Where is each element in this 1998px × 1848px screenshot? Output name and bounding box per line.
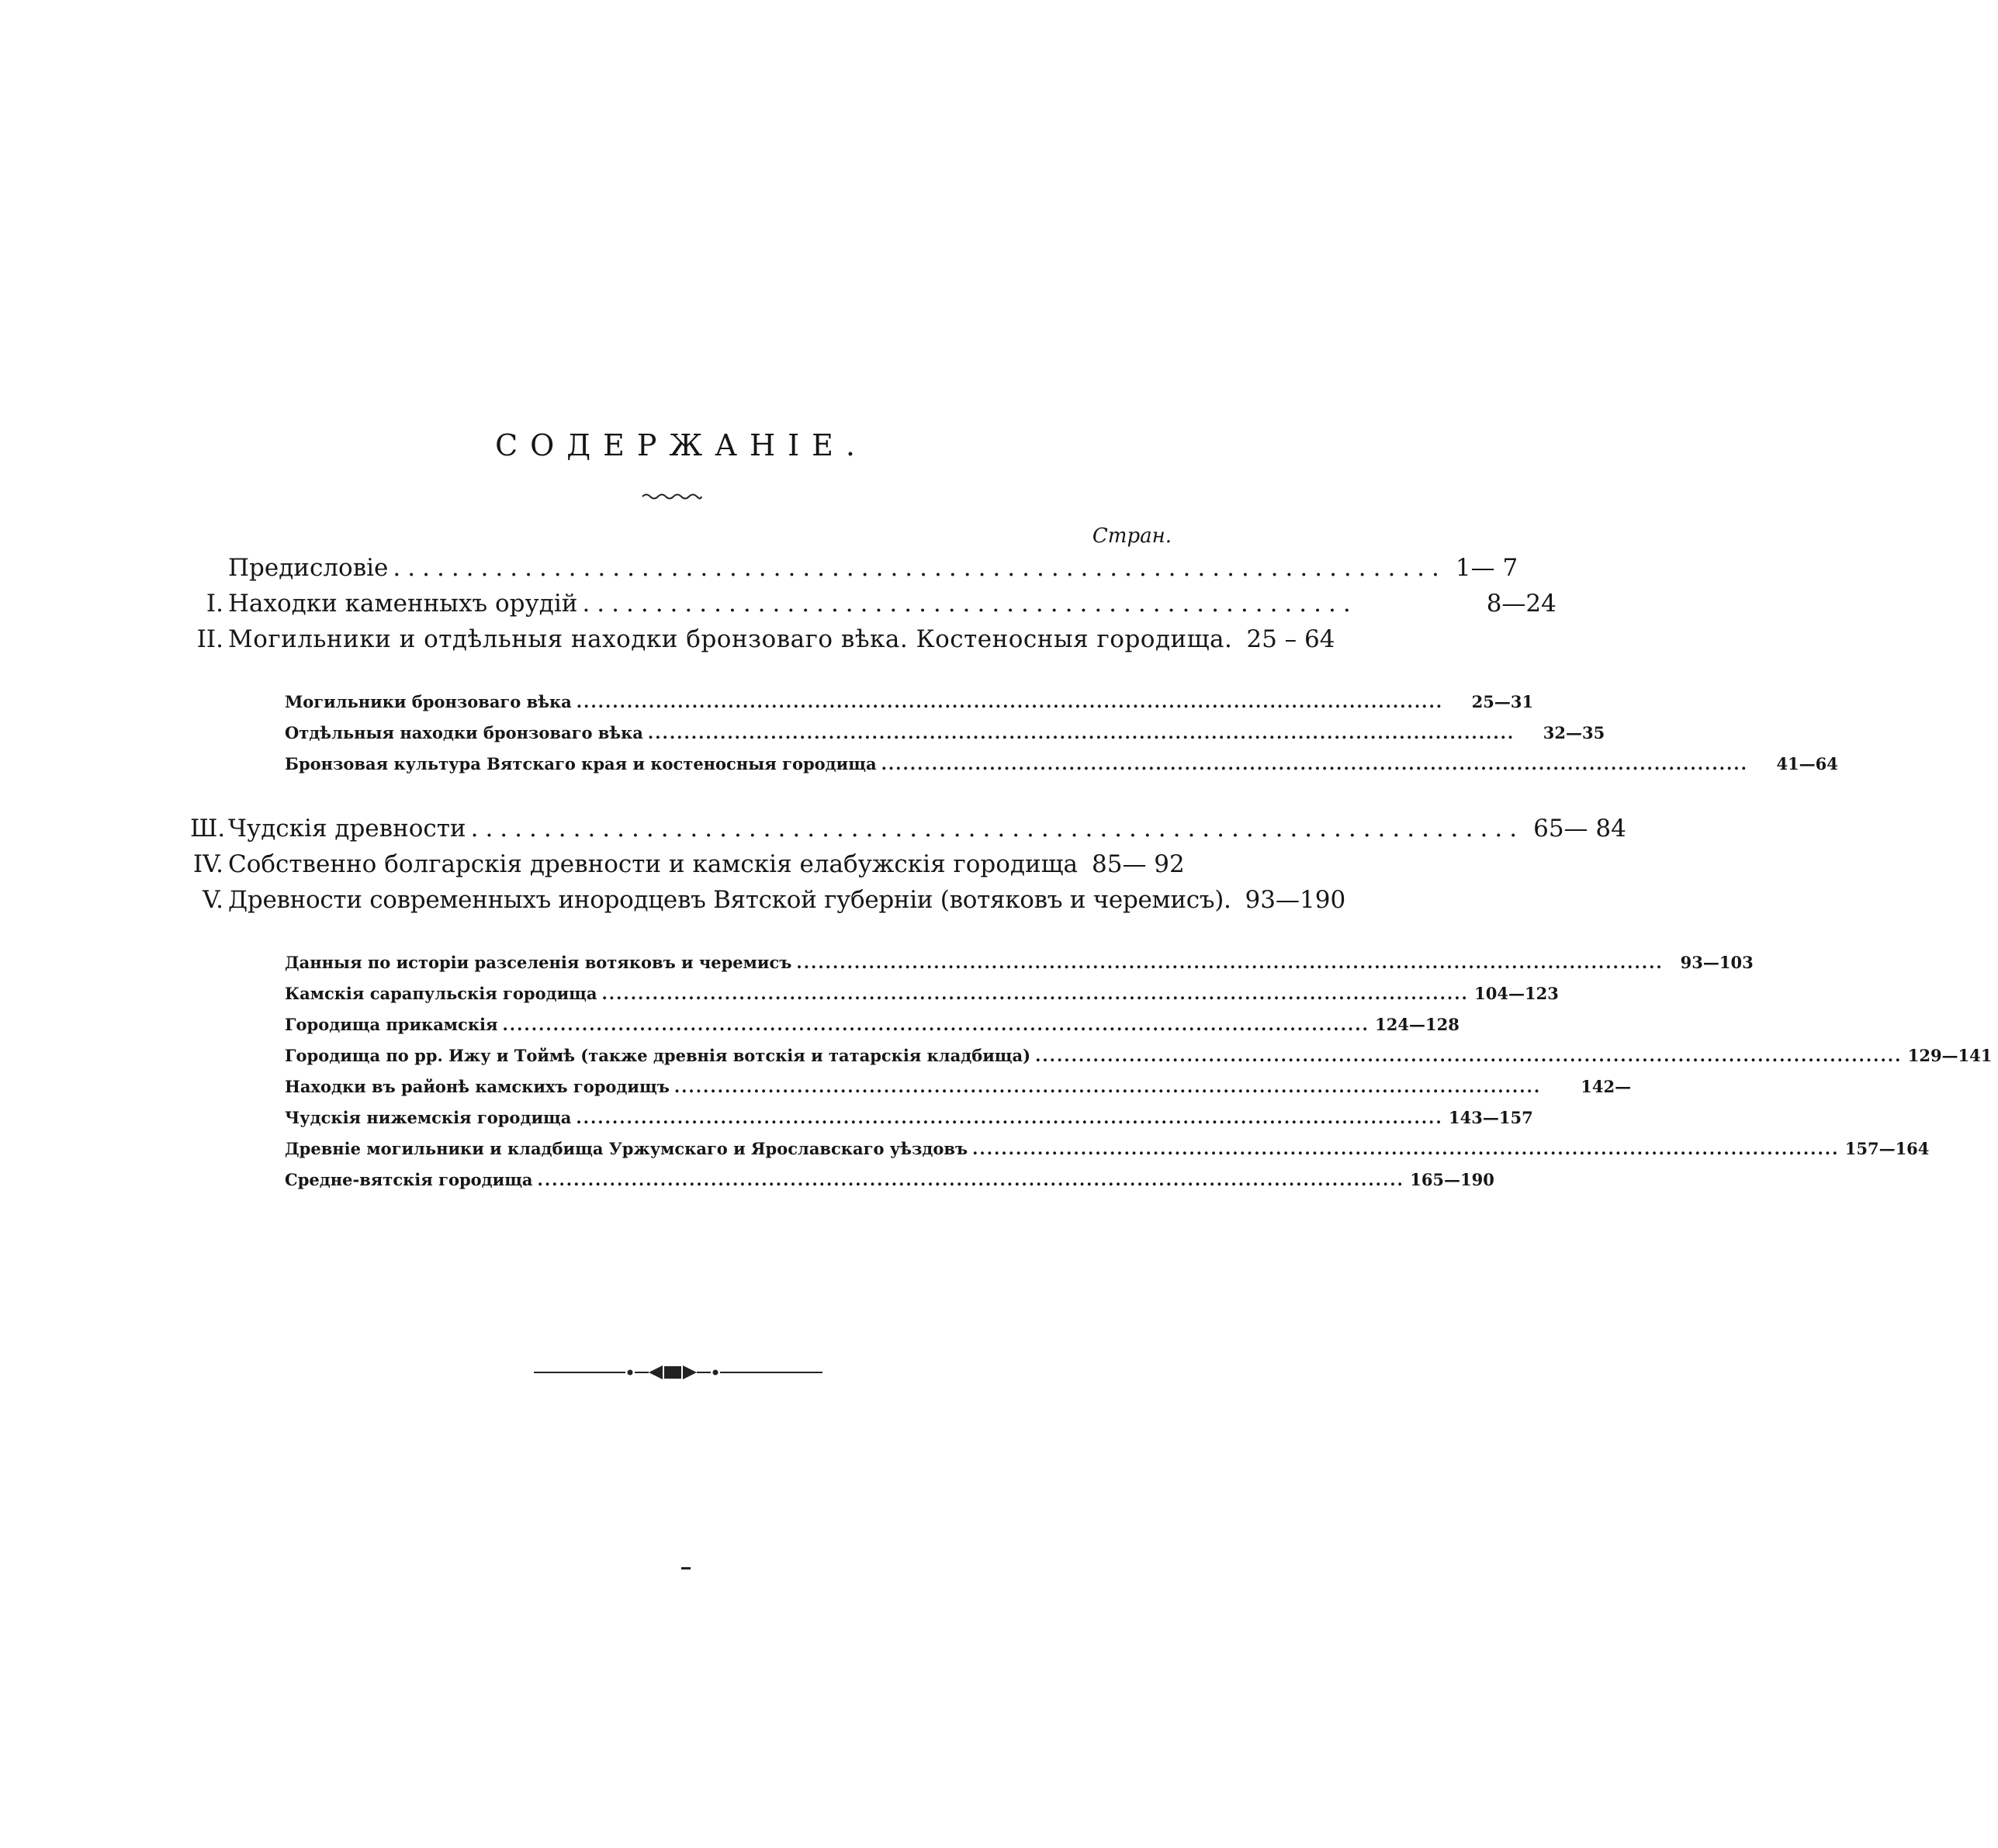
page-range: 25—31	[1471, 692, 1534, 711]
page-range: 25 – 64	[1246, 625, 1335, 653]
page-range: 8—24	[1486, 590, 1557, 618]
toc-subentry[interactable]	[285, 953, 1754, 972]
page-range: 93—190	[1245, 886, 1346, 914]
toc-entry-section-2[interactable]	[190, 625, 1335, 653]
page-range: 104—123	[1474, 984, 1559, 1003]
dot-leader: ........................................................................	[470, 815, 1525, 843]
dot-leader: ........................................................................................................................	[881, 754, 1748, 773]
page-mark	[681, 1567, 691, 1569]
page-range: 157—164	[1844, 1139, 1930, 1158]
toc-subentry[interactable]	[285, 1077, 1632, 1096]
dot-leader: ........................................................................	[393, 554, 1446, 582]
page-range: 165—190	[1410, 1170, 1494, 1189]
toc-subentry[interactable]	[285, 1108, 1533, 1127]
dot-leader: ........................................................................................................................	[601, 984, 1469, 1003]
dot-leader: ........................................................................................................................	[972, 1139, 1840, 1158]
toc-subentry[interactable]	[285, 754, 1838, 773]
toc-entry-section-4[interactable]	[190, 850, 1183, 878]
page-column-header: Стран.	[1092, 524, 1172, 548]
section-title: Чудскія древности	[228, 815, 466, 843]
subsection-title: Бронзовая культура Вятскаго края и костеносныя городища	[285, 754, 877, 773]
wavy-rule-ornament	[641, 490, 703, 503]
subsection-title: Камскія сарапульскія городища	[285, 984, 597, 1003]
dot-leader: ........................................................................................................................	[576, 692, 1444, 711]
toc-entry-section-3[interactable]	[190, 815, 1626, 843]
page-range: 143—157	[1449, 1108, 1533, 1127]
toc-subentry[interactable]	[285, 984, 1559, 1003]
dot-leader: ........................................................................................................................	[674, 1077, 1542, 1096]
toc-subentry[interactable]	[285, 1139, 1930, 1158]
dot-leader: ........................................................................................................................	[576, 1108, 1443, 1127]
page-range: 129—141	[1907, 1046, 1993, 1065]
dot-leader: ........................................................................................................................	[537, 1170, 1404, 1189]
toc-entry-section-5[interactable]	[190, 886, 1346, 914]
page-title: СОДЕРЖАНІЕ.	[495, 428, 867, 462]
toc-subentry[interactable]	[285, 1046, 1993, 1065]
dot-leader: .....................................................	[582, 590, 1358, 618]
toc-subentry[interactable]	[285, 1015, 1460, 1034]
section-title: Собственно болгарскія древности и камскія елабужскія городища	[228, 850, 1078, 878]
toc-subentry[interactable]	[285, 1170, 1494, 1189]
dot-leader: ........................................................................................................................	[796, 953, 1664, 972]
subsection-title: Чудскія нижемскія городища	[285, 1108, 572, 1127]
toc-subentry[interactable]	[285, 692, 1534, 711]
section-title: Предисловіе	[228, 554, 389, 582]
page-range: 142—	[1581, 1077, 1632, 1096]
subsection-title: Городища прикамскія	[285, 1015, 498, 1034]
section-number: IV.	[192, 850, 223, 878]
subsection-title: Отдѣльныя находки бронзоваго вѣка	[285, 723, 643, 742]
page-range: 32—35	[1543, 723, 1605, 742]
section-title: Находки каменныхъ орудій	[228, 590, 578, 618]
subsection-title: Могильники бронзоваго вѣка	[285, 692, 572, 711]
dot-leader: ........................................................................................................................	[647, 723, 1515, 742]
subsection-title: Древніе могильники и кладбища Уржумскаго и Ярославскаго уѣздовъ	[285, 1139, 968, 1158]
page-range: 1— 7	[1455, 554, 1518, 582]
subsection-title: Данныя по исторіи разселенія вотяковъ и черемисъ	[285, 953, 792, 972]
section-title: Древности современныхъ инородцевъ Вятской губерніи (вотяковъ и черемисъ).	[228, 886, 1231, 914]
section-number: V.	[203, 886, 223, 914]
page-range: 65— 84	[1533, 815, 1626, 843]
section-title: Могильники и отдѣльныя находки бронзоваго вѣка. Костеносныя городища.	[228, 625, 1233, 653]
section-number: Ш.	[190, 815, 226, 843]
section-number: I.	[206, 590, 223, 618]
tailpiece-ornament	[534, 1362, 822, 1383]
page-range: 85— 92	[1092, 850, 1185, 878]
toc-entry-section-1[interactable]	[190, 590, 1557, 618]
page-range: 124—128	[1375, 1015, 1460, 1034]
toc-entry-preface[interactable]	[190, 554, 1518, 582]
page-range: 93—103	[1680, 953, 1754, 972]
page-range: 41—64	[1776, 754, 1838, 773]
section-number: II.	[196, 625, 223, 653]
dot-leader: ........................................................................................................................	[1035, 1046, 1903, 1065]
toc-subentry[interactable]	[285, 723, 1605, 742]
dot-leader: ........................................................................................................................	[502, 1015, 1370, 1034]
subsection-title: Городища по рр. Ижу и Тоймѣ (также древнія вотскія и татарскія кладбища)	[285, 1046, 1031, 1065]
subsection-title: Средне-вятскія городища	[285, 1170, 533, 1189]
subsection-title: Находки въ районѣ камскихъ городищъ	[285, 1077, 670, 1096]
